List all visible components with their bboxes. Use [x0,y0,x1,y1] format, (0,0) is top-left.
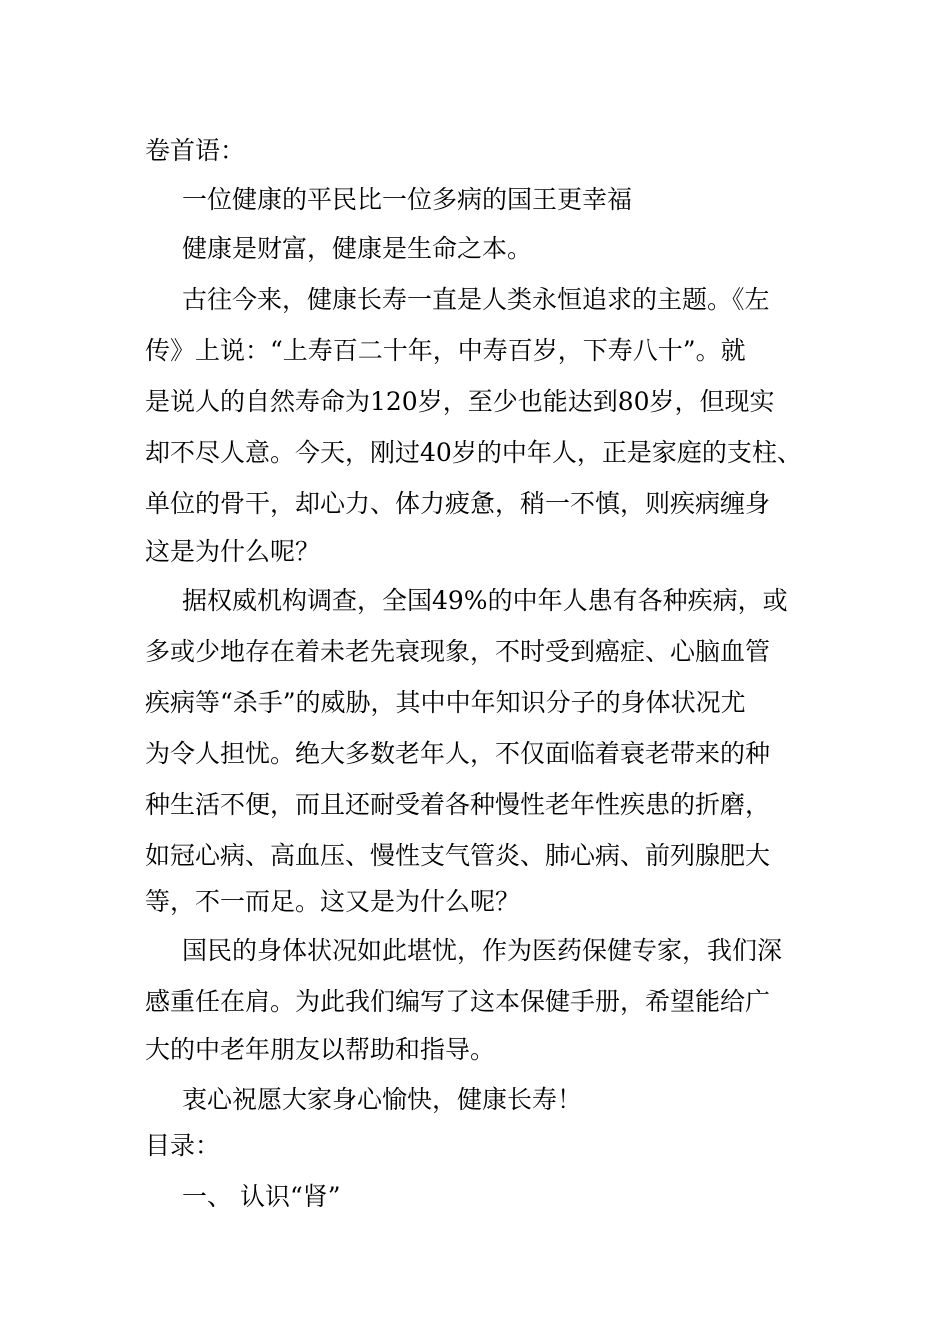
toc-item: 一、 认识“肾” [182,1182,341,1211]
preface-line: 健康是财富，健康是生命之本。 [182,234,533,263]
preface-line: 是说人的自然寿命为120岁，至少也能达到80岁，但现实 [145,387,775,416]
preface-line: 传》上说：“上寿百二十年，中寿百岁，下寿八十”。就 [145,336,746,365]
preface-line: 等，不一而足。这又是为什么呢？ [145,887,521,916]
preface-line: 这是为什么呢？ [145,537,321,566]
preface-line: 却不尽人意。今天，刚过40岁的中年人，正是家庭的支柱、 [145,438,802,467]
toc-heading: 目录： [145,1131,221,1160]
preface-line: 多或少地存在着未老先衰现象，不时受到癌症、心脑血管 [145,637,771,666]
preface-line: 为令人担忧。绝大多数老年人，不仅面临着衰老带来的种 [145,739,771,768]
preface-closing: 衷心祝愿大家身心愉快，健康长寿！ [182,1085,583,1114]
preface-line: 国民的身体状况如此堪忧，作为医药保健专家，我们深 [182,936,783,965]
preface-line: 大的中老年朋友以帮助和指导。 [145,1035,496,1064]
preface-heading: 卷首语： [145,136,246,165]
preface-line: 如冠心病、高血压、慢性支气管炎、肺心病、前列腺肥大 [145,841,771,870]
preface-line: 据权威机构调查，全国49%的中年人患有各种疾病，或 [182,586,788,615]
preface-motto: 一位健康的平民比一位多病的国王更幸福 [182,185,633,214]
preface-line: 古往今来，健康长寿一直是人类永恒追求的主题。《左 [182,285,770,314]
preface-line: 疾病等“杀手”的威胁，其中中年知识分子的身体状况尤 [145,688,746,717]
preface-line: 种生活不便，而且还耐受着各种慢性老年性疾患的折磨， [145,790,771,819]
preface-line: 感重任在肩。为此我们编写了这本保健手册，希望能给广 [145,987,771,1016]
preface-line: 单位的骨干，却心力、体力疲惫，稍一不慎，则疾病缠身 [145,489,771,518]
